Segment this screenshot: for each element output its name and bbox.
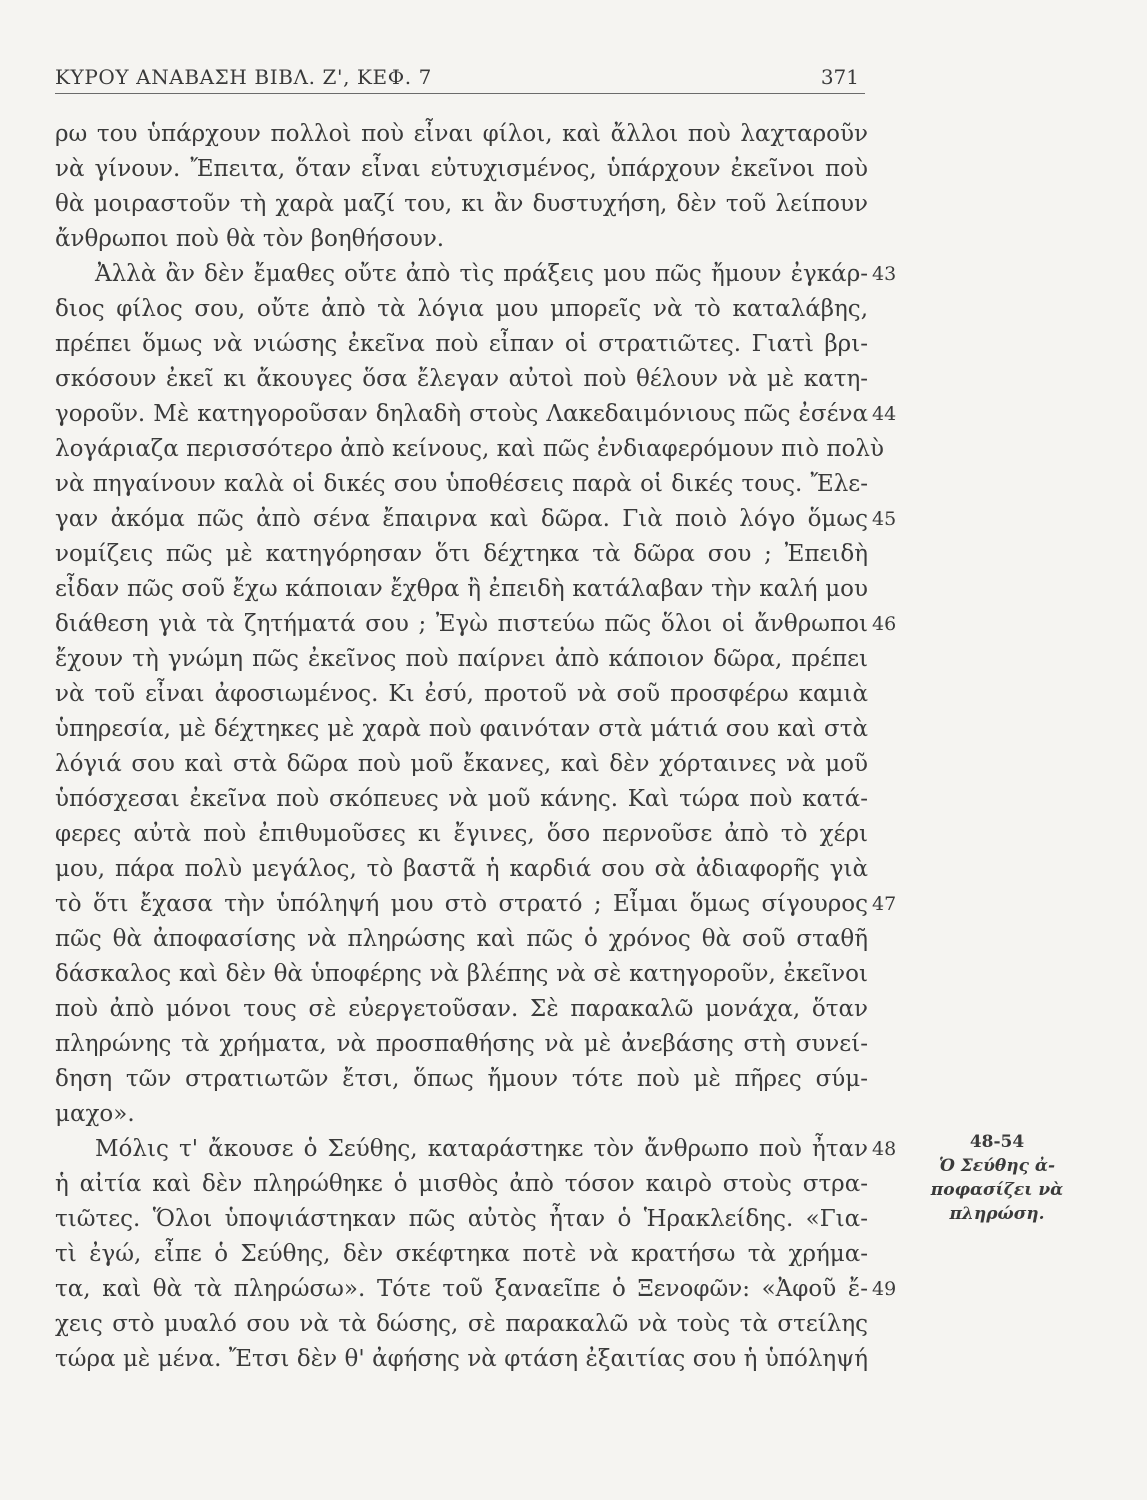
text-line: νὰ τοῦ εἶναι ἀφοσιωμένος. Κι ἐσύ, προτοῦ νὰ σοῦ προσφέρω καμιὰ (55, 681, 868, 707)
text-line: ἡ αἰτία καὶ δὲν πληρώθηκε ὁ μισθὸς ἀπὸ τόσον καιρὸ στοὺς στρα- (55, 1171, 868, 1197)
text-line: μου, πάρα πολὺ μεγάλος, τὸ βαστᾶ ἡ καρδιά σου σὰ ἀδιαφορῆς γιὰ (55, 856, 868, 882)
text-line: Ἀλλὰ ἂν δὲν ἔμαθες οὔτε ἀπὸ τὶς πράξεις μου πῶς ἤμουν ἐγκάρ- (95, 261, 868, 287)
margin-note (922, 1130, 1072, 1226)
page-number: 371 (820, 65, 859, 89)
running-title: ΚΥΡΟΥ ΑΝΑΒΑΣΗ ΒΙΒΛ. Ζ', ΚΕΦ. 7 (55, 65, 432, 89)
text-line: πρέπει ὅμως νὰ νιώσης ἐκεῖνα ποὺ εἶπαν οἱ στρατιῶτες. Γιατὶ βρι- (55, 331, 868, 357)
text-line: διος φίλος σου, οὔτε ἀπὸ τὰ λόγια μου μπορεῖς νὰ τὸ καταλάβης, (55, 296, 868, 322)
text-line: πληρώνης τὰ χρήματα, νὰ προσπαθήσης νὰ μὲ ἀνεβάσης στὴ συνεί- (55, 1031, 868, 1057)
text-line: εἶδαν πῶς σοῦ ἔχω κάποιαν ἔχθρα ἢ ἐπειδὴ κατάλαβαν τὴν καλή μου (55, 576, 868, 602)
text-line: γοροῦν. Μὲ κατηγοροῦσαν δηλαδὴ στοὺς Λακεδαιμόνιους πῶς ἐσένα (55, 401, 868, 427)
section-number: 45 (872, 508, 897, 530)
text-line: δάσκαλος καὶ δὲν θὰ ὑποφέρης νὰ βλέπης νὰ σὲ κατηγοροῦν, ἐκεῖνοι (55, 961, 868, 987)
text-line: νὰ γίνουν. Ἔπειτα, ὅταν εἶναι εὐτυχισμένος, ὑπάρχουν ἐκεῖνοι ποὺ (55, 156, 868, 182)
section-number: 49 (872, 1278, 897, 1300)
margin-note-text: ποφασίζει νὰ (930, 1180, 1064, 1200)
text-line: φερες αὐτὰ ποὺ ἐπιθυμοῦσες κι ἔγινες, ὅσο περνοῦσε ἀπὸ τὸ χέρι (55, 821, 868, 847)
text-line: ἔχουν τὴ γνώμη πῶς ἐκεῖνος ποὺ παίρνει ἀπὸ κάποιον δῶρα, πρέπει (55, 646, 868, 672)
margin-note-range: 48-54 (969, 1132, 1025, 1152)
text-line: ὑπόσχεσαι ἐκεῖνα ποὺ σκόπευες νὰ μοῦ κάνης. Καὶ τώρα ποὺ κατά- (55, 786, 868, 812)
text-line: νὰ πηγαίνουν καλὰ οἱ δικές σου ὑποθέσεις παρὰ οἱ δικές τους. Ἔλε- (55, 471, 868, 497)
text-line: ποὺ ἀπὸ μόνοι τους σὲ εὐεργετοῦσαν. Σὲ παρακαλῶ μονάχα, ὅταν (55, 996, 868, 1022)
text-line: σκόσουν ἐκεῖ κι ἄκουγες ὅσα ἔλεγαν αὐτοὶ ποὺ θέλουν νὰ μὲ κατη- (55, 366, 868, 392)
margin-note-text: Ὁ Σεύθης ἀ- (938, 1156, 1056, 1176)
text-line: ἄνθρωποι ποὺ θὰ τὸν βοηθήσουν. (55, 226, 445, 252)
running-header (55, 63, 865, 94)
text-line: Μόλις τ' ἄκουσε ὁ Σεύθης, καταράστηκε τὸν ἄνθρωπο ποὺ ἦταν (95, 1136, 868, 1162)
text-line: τα, καὶ θὰ τὰ πληρώσω». Τότε τοῦ ξαναεῖπε ὁ Ξενοφῶν: «Ἀφοῦ ἔ- (55, 1276, 868, 1302)
text-line: θὰ μοιραστοῦν τὴ χαρὰ μαζί του, κι ἂν δυστυχήση, δὲν τοῦ λείπουν (55, 191, 868, 217)
text-line: λογάριαζα περισσότερο ἀπὸ κείνους, καὶ πῶς ἐνδιαφερόμουν πιὸ πολὺ (55, 436, 884, 462)
section-number: 44 (872, 403, 897, 425)
text-line: γαν ἀκόμα πῶς ἀπὸ σένα ἔπαιρνα καὶ δῶρα. Γιὰ ποιὸ λόγο ὅμως (55, 506, 868, 532)
text-line: δηση τῶν στρατιωτῶν ἔτσι, ὅπως ἤμουν τότε ποὺ μὲ πῆρες σύμ- (55, 1066, 868, 1092)
text-line: τὶ ἐγώ, εἶπε ὁ Σεύθης, δὲν σκέφτηκα ποτὲ νὰ κρατήσω τὰ χρήμα- (55, 1241, 868, 1267)
text-line: λόγιά σου καὶ στὰ δῶρα ποὺ μοῦ ἔκανες, καὶ δὲν χόρταινες νὰ μοῦ (55, 751, 868, 777)
text-line: ὑπηρεσία, μὲ δέχτηκες μὲ χαρὰ ποὺ φαινόταν στὰ μάτιά σου καὶ στὰ (55, 716, 868, 742)
text-line: ρω του ὑπάρχουν πολλοὶ ποὺ εἶναι φίλοι, καὶ ἄλλοι ποὺ λαχταροῦν (55, 121, 868, 147)
text-line: διάθεση γιὰ τὰ ζητήματά σου ; Ἐγὼ πιστεύω πῶς ὅλοι οἱ ἄνθρωποι (55, 611, 868, 637)
text-line: τώρα μὲ μένα. Ἔτσι δὲν θ' ἀφήσης νὰ φτάση ἐξαιτίας σου ἡ ὑπόληψή (55, 1346, 868, 1372)
text-line: νομίζεις πῶς μὲ κατηγόρησαν ὅτι δέχτηκα τὰ δῶρα σου ; Ἐπειδὴ (55, 541, 868, 567)
section-number: 47 (872, 893, 897, 915)
section-number: 48 (872, 1138, 897, 1160)
margin-note-text: πληρώση. (949, 1204, 1045, 1224)
text-line: χεις στὸ μυαλό σου νὰ τὰ δώσης, σὲ παρακαλῶ νὰ τοὺς τὰ στείλης (55, 1311, 868, 1337)
text-line: τὸ ὅτι ἔχασα τὴν ὑπόληψή μου στὸ στρατό ; Εἶμαι ὅμως σίγουρος (55, 891, 868, 917)
section-number: 46 (872, 613, 897, 635)
text-line: μαχο». (55, 1101, 135, 1127)
text-line: τιῶτες. Ὅλοι ὑποψιάστηκαν πῶς αὐτὸς ἦταν ὁ Ἡρακλείδης. «Για- (55, 1206, 868, 1232)
text-line: πῶς θὰ ἀποφασίσης νὰ πληρώσης καὶ πῶς ὁ χρόνος θὰ σοῦ σταθῆ (55, 926, 868, 952)
section-number: 43 (872, 263, 897, 285)
